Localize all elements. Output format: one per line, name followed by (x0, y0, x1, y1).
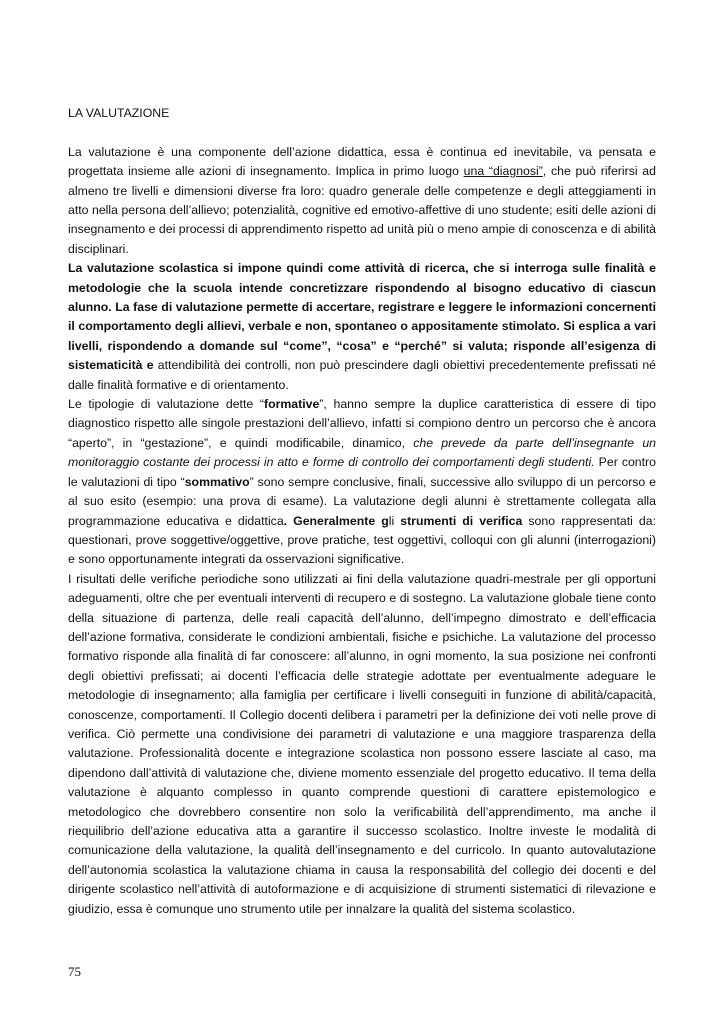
typologies-dot: . (283, 513, 288, 528)
page-number: 75 (68, 964, 81, 979)
strumenti-term: strumenti di verifica (400, 513, 523, 528)
paragraph-research (68, 259, 656, 395)
typologies-text-g: sono rappresentati da: questionari, prove soggettive/oggettive, prove pratiche, test oggettivi, colloqui con gli alunni (interrogazioni) e sono opportunamente integrati da osservazioni significative. (68, 513, 656, 567)
typologies-text-d: ” sono sempre conclusive, finali, successive allo sviluppo di un percorso e al suo esito (esempio: una prova di esame). La valutazione degli alunni è strettamente collegata alla programmazione educativa e didattica (68, 474, 656, 528)
paragraph-results: I risultati delle verifiche periodiche sono utilizzati ai fini della valutazione quadri-mestrale per gli opportuni adeguamenti, oltre che per eventuali interventi di recupero e di sostegno. La valutazione globale tiene conto della situazione di partenza, delle reali capacità dell’alunno, dell’impegno dimostrato e dell’efficacia dell’azione formativa, considerate le condizioni ambientali, fisiche e psichiche. La valutazione del processo formativo risponde alla finalità di far conoscere: all’alunno, in ogni momento, la sua posizione nei confronti degli obiettivi prefissati; ai docenti l’efficacia delle strategie adottate per eventualmente adeguare le metodologie di insegnamento; alla famiglia per certificare i livelli conseguiti in funzione di abilità/capacità, conoscenze, comportamenti. Il Collegio docenti delibera i parametri per la definizione dei voti nelle prove di verifica. Ciò permette una condivisione dei parametri di valutazione e una maggiore trasparenza della valutazione. Professionalità docente e integrazione scolastica non possono essere lasciate al caso, ma dipendono dall’attività di valutazione che, diviene momento essenziale del progetto educativo. Il tema della valutazione è alquanto complesso in quanto comprende questioni di carattere epistemologico e metodologico che dovrebbero consentire non solo la verificabilità dell’apprendimento, ma anche il riequilibrio dell’azione educativa atta a garantire il successo scolastico. Inoltre investe le modalità di comunicazione della valutazione, la qualità dell’insegnamento e del curricolo. In quanto autovalutazione dell’autonomia scolastica la valutazione chiama in causa la responsabilità del collegio dei docenti e del dirigente scolastico nell’attività di autoformazione e di acquisizione di strumenti sistematici di rilevazione e giudizio, essa è comunque uno strumento utile per innalzare la qualità del sistema scolastico. (68, 571, 656, 916)
generalmente-term: Generalmente g (293, 513, 389, 528)
typologies-text-c: Per contro le valutazioni di tipo “ (68, 455, 656, 489)
typologies-text-f: li (388, 513, 401, 528)
typologies-italic: che prevede da parte dell’insegnante un monitoraggio costante dei processi in atto e forme di controllo dei comportamenti degli studenti. (68, 435, 656, 470)
section-heading: LA VALUTAZIONE (68, 106, 170, 120)
formative-term: formative (263, 397, 320, 412)
sommativo-term: sommativo (184, 474, 250, 489)
paragraph-typologies (68, 395, 656, 570)
typologies-text-b: ”, hanno sempre la duplice caratteristica di essere di tipo diagnostico rispetto alle singole prestazioni dell’allievo, infatti si compiono dentro un percorso che è ancora “aperto”, in “gestazione”, e quindi modificabile, dinamico, (68, 397, 656, 450)
intro-text-a: La valutazione è una componente dell’azione didattica, essa è continua ed inevitabile, va pensata e progettata insieme alle azioni di insegnamento. Implica in primo luogo (68, 144, 656, 179)
research-rest-text: attendibilità dei controlli, non può prescindere dagli obiettivi precedentemente prefissati né dalle finalità formative e di orientamento. (68, 358, 657, 392)
typologies-text-a: Le tipologie di valutazione dette “ (68, 397, 264, 412)
text-body (68, 104, 656, 919)
diagnosi-underlined: una “diagnosi” (463, 164, 543, 179)
research-bold-text: La valutazione scolastica si impone quindi come attività di ricerca, che si interroga sulle finalità e metodologie che la scuola intende concretizzare rispondendo al bisogno educativo di ciascun alunno. La fase di valutazione permette di accertare, registrare e leggere le informazioni concernenti il comportamento degli allievi, verbale e non, spontaneo o appositamente stimolato. Si esplica a vari livelli, rispondendo a domande sul “come”, “cosa” e “perché” si valuta; risponde all’esigenza di sistematicità e (68, 261, 656, 373)
paragraph-intro (68, 143, 656, 259)
intro-text-b: , che può riferirsi ad almeno tre livelli e dimensioni diverse fra loro: quadro generale delle competenze e degli atteggiamenti in atto nella persona dell’allievo; potenzialità, cognitive ed emotivo-affettive di uno studente; esiti delle azioni di insegnamento e dei processi di apprendimento rispetto ad unità più o meno ampie di conoscenza e di abilità disciplinari. (68, 164, 656, 256)
